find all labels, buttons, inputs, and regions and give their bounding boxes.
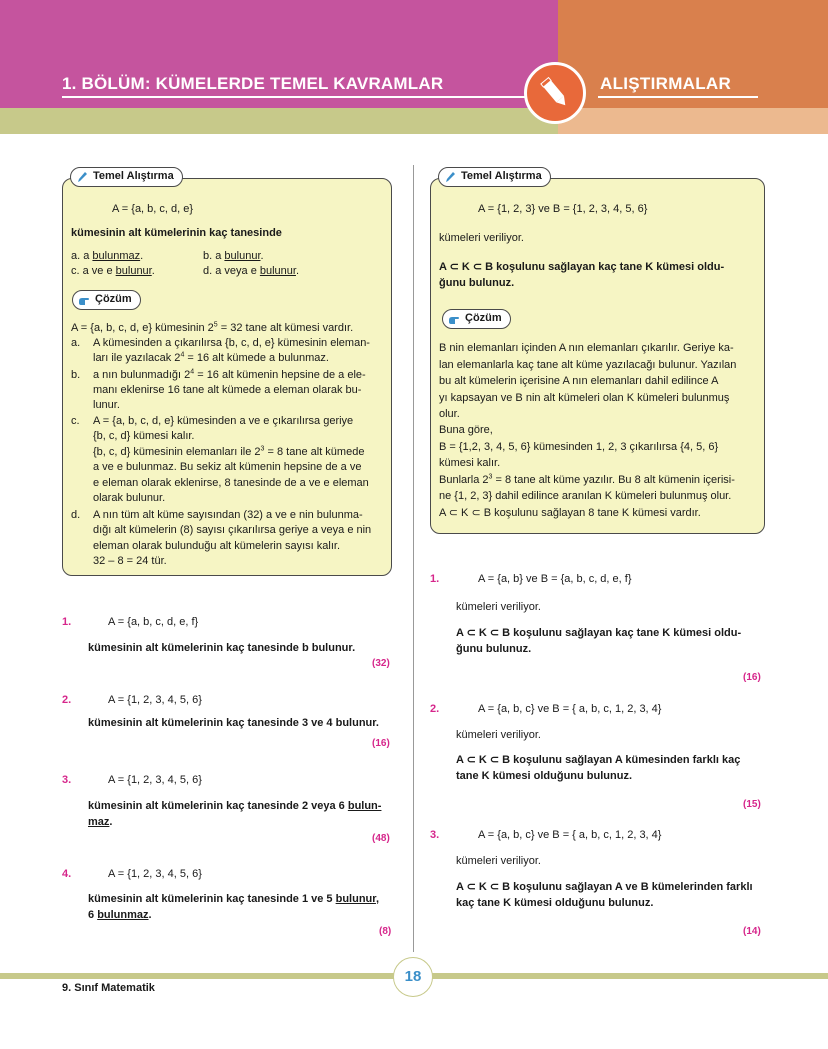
left-set: A = {a, b, c, d, e} [112,203,194,215]
right-exercise-3-question-line1: A ⊂ K ⊂ B koşulunu sağlayan A ve B kümelerinden farklı [456,881,753,893]
hand-pointer-icon [447,312,461,326]
left-solution-tag: Çözüm [72,290,141,310]
right-solution-line6: Buna göre, [439,424,493,436]
left-exercise-4-set: A = {1, 2, 3, 4, 5, 6} [108,868,202,880]
left-exercise-4-answer: (8) [379,926,392,937]
page-number: 18 [393,957,433,997]
right-solution-line7: B = {1,2, 3, 4, 5, 6} kümesinden 1, 2, 3 çıkarılırsa {4, 5, 6} [439,441,719,453]
left-exercise-3-question-line2: maz. [88,816,113,828]
footer-label: 9. Sınıf Matematik [62,982,155,994]
left-solution-d-line3: eleman olarak bulunduğu alt kümelerin sayısı kalır. [93,540,341,552]
chapter-title: 1. BÖLÜM: KÜMELERDE TEMEL KAVRAMLAR [62,74,444,93]
right-exercise-1-given: kümeleri veriliyor. [456,601,541,613]
left-option-c: c. a ve e bulunur. [71,265,155,277]
right-question-line2: ğunu bulunuz. [439,277,515,289]
right-solution-line2: lan elemanlarla kaç tane alt küme yazılacağı bulunur. Yazılan [439,359,737,371]
left-exercise-1-question: kümesinin alt kümelerinin kaç tanesinde b bulunur. [88,642,356,654]
right-exercise-2-question-line2: tane K kümesi olduğunu bulunuz. [456,770,632,782]
right-given: kümeleri veriliyor. [439,232,524,244]
chapter-title-underline [62,96,532,98]
left-exercise-1-answer: (32) [372,658,390,669]
right-exercise-2-answer: (15) [743,799,761,810]
left-solution-a-line1: A kümesinden a çıkarılırsa {b, c, d, e} kümesinin eleman- [93,337,370,349]
left-exercise-2-set: A = {1, 2, 3, 4, 5, 6} [108,694,202,706]
right-exercise-2-number: 2. [430,703,440,715]
hand-pointer-icon [77,293,91,307]
left-solution-c-line3: {b, c, d} kümesinin elemanları ile $2^3 = 8$ tane alt kümede [93,445,365,458]
left-exercise-3-number: 3. [62,774,72,786]
left-exercise-2-question: kümesinin alt kümelerinin kaç tanesinde 3 ve 4 bulunur. [88,717,379,729]
header-band-right [558,108,828,134]
left-solution-d-line1: A nın tüm alt küme sayısından (32) a ve e nin bulunma- [93,509,363,521]
left-option-d: d. a veya e bulunur. [203,265,300,277]
right-solution-tag: Çözüm [442,309,511,329]
left-exercise-1-number: 1. [62,616,72,628]
right-solution-line3: bu alt kümelerin içerisine A nın elemanları dahil edilince A [439,375,719,387]
right-solution-line11: A ⊂ K ⊂ B koşulunu sağlayan 8 tane K kümesi vardır. [439,507,701,519]
left-exercise-1-set: A = {a, b, c, d, e, f} [108,616,199,628]
right-exercise-3-number: 3. [430,829,440,841]
left-exercise-tag: Temel Alıştırma [70,167,183,187]
left-solution-d-label: d. [71,509,81,521]
left-question: kümesinin alt kümelerinin kaç tanesinde [71,227,282,239]
left-solution-b-line1: a nın bulunmadığı $2^4 = 16$ alt kümenin hepsine de a ele- [93,368,366,381]
right-exercise-3-given: kümeleri veriliyor. [456,855,541,867]
left-solution-c-line6: olarak bulunur. [93,492,166,504]
left-solution-c-line5: e eleman olarak eklenirse, 8 tanesinde de a ve e eleman [93,477,369,489]
left-solution-c-line4: a ve e bulunmaz. Bu sekiz alt kümenin hepsine de a ve [93,461,362,473]
right-solution-line5: olur. [439,408,460,420]
right-exercise-3-question-line2: kaç tane K kümesi olduğunu bulunuz. [456,897,654,909]
right-question-line1: A ⊂ K ⊂ B koşulunu sağlayan kaç tane K kümesi oldu- [439,261,725,273]
left-solution-b-line3: lunur. [93,399,120,411]
pencil-icon [443,170,457,184]
right-sets: A = {1, 2, 3} ve B = {1, 2, 3, 4, 5, 6} [478,203,648,215]
left-exercise-3-set: A = {1, 2, 3, 4, 5, 6} [108,774,202,786]
right-solution-line8: kümesi kalır. [439,457,501,469]
header-band-left [0,108,558,134]
column-divider [413,165,414,952]
right-solution-line9: Bunlarla $2^3 = 8$ tane alt küme yazılır. Bu 8 alt kümenin içerisi- [439,473,735,486]
left-exercise-2-answer: (16) [372,738,390,749]
section-title-underline [598,96,758,98]
right-exercise-1-question-line1: A ⊂ K ⊂ B koşulunu sağlayan kaç tane K kümesi oldu- [456,627,742,639]
right-exercise-2-question-line1: A ⊂ K ⊂ B koşulunu sağlayan A kümesinden farklı kaç [456,754,741,766]
left-solution-d-line2: dığı alt kümelerin (8) sayısı çıkarılırsa geriye a veya e nin [93,524,372,536]
pencil-icon [75,170,89,184]
left-solution-b-line2: manı eklenirse 16 tane alt kümede a eleman olarak bu- [93,384,362,396]
left-solution-c-line1: A = {a, b, c, d, e} kümesinden a ve e çıkarılırsa geriye [93,415,354,427]
left-exercise-4-question-line2: 6 bulunmaz. [88,909,152,921]
right-solution-line4: yı kapsayan ve B nin alt kümeleri olan K kümeleri bulunmuş [439,392,730,404]
left-exercise-2-number: 2. [62,694,72,706]
right-solution-line10: ne {1, 2, 3} dahil edilince aranılan K kümeleri bulunmuş olur. [439,490,732,502]
left-solution-c-label: c. [71,415,80,427]
right-exercise-2-given: kümeleri veriliyor. [456,729,541,741]
left-exercise-3-question-line1: kümesinin alt kümelerinin kaç tanesinde 2 veya 6 bulun- [88,800,382,812]
left-solution-b-label: b. [71,369,81,381]
right-solution-line1: B nin elemanları içinden A nın elemanları çıkarılır. Geriye ka- [439,342,734,354]
exercise-badge [524,62,586,124]
section-title: ALIŞTIRMALAR [600,74,732,93]
left-exercise-4-question-line1: kümesinin alt kümelerinin kaç tanesinde 1 ve 5 bulunur, [88,893,379,905]
right-exercise-2-sets: A = {a, b, c} ve B = { a, b, c, 1, 2, 3, 4} [478,703,662,715]
left-option-b: b. a bulunur. [203,250,264,262]
right-exercise-3-answer: (14) [743,926,761,937]
right-exercise-1-question-line2: ğunu bulunuz. [456,643,532,655]
left-exercise-3-answer: (48) [372,833,390,844]
right-exercise-tag: Temel Alıştırma [438,167,551,187]
left-solution-a-line2: ları ile yazılacak $2^4 = 16$ alt kümede a bulunmaz. [93,351,329,364]
left-solution-d-line4: 32 – 8 = 24 tür. [93,555,167,567]
right-exercise-1-sets: A = {a, b} ve B = {a, b, c, d, e, f} [478,573,632,585]
left-option-a: a. a bulunmaz. [71,250,144,262]
right-exercise-3-sets: A = {a, b, c} ve B = { a, b, c, 1, 2, 3, 4} [478,829,662,841]
pencil-icon [538,75,572,111]
left-solution-c-line2: {b, c, d} kümesi kalır. [93,430,195,442]
left-solution-a-label: a. [71,337,81,349]
right-exercise-1-number: 1. [430,573,440,585]
left-exercise-4-number: 4. [62,868,72,880]
right-exercise-1-answer: (16) [743,672,761,683]
left-solution-intro: A = {a, b, c, d, e} kümesinin $2^5 = 32$ tane alt kümesi vardır. [71,321,354,334]
